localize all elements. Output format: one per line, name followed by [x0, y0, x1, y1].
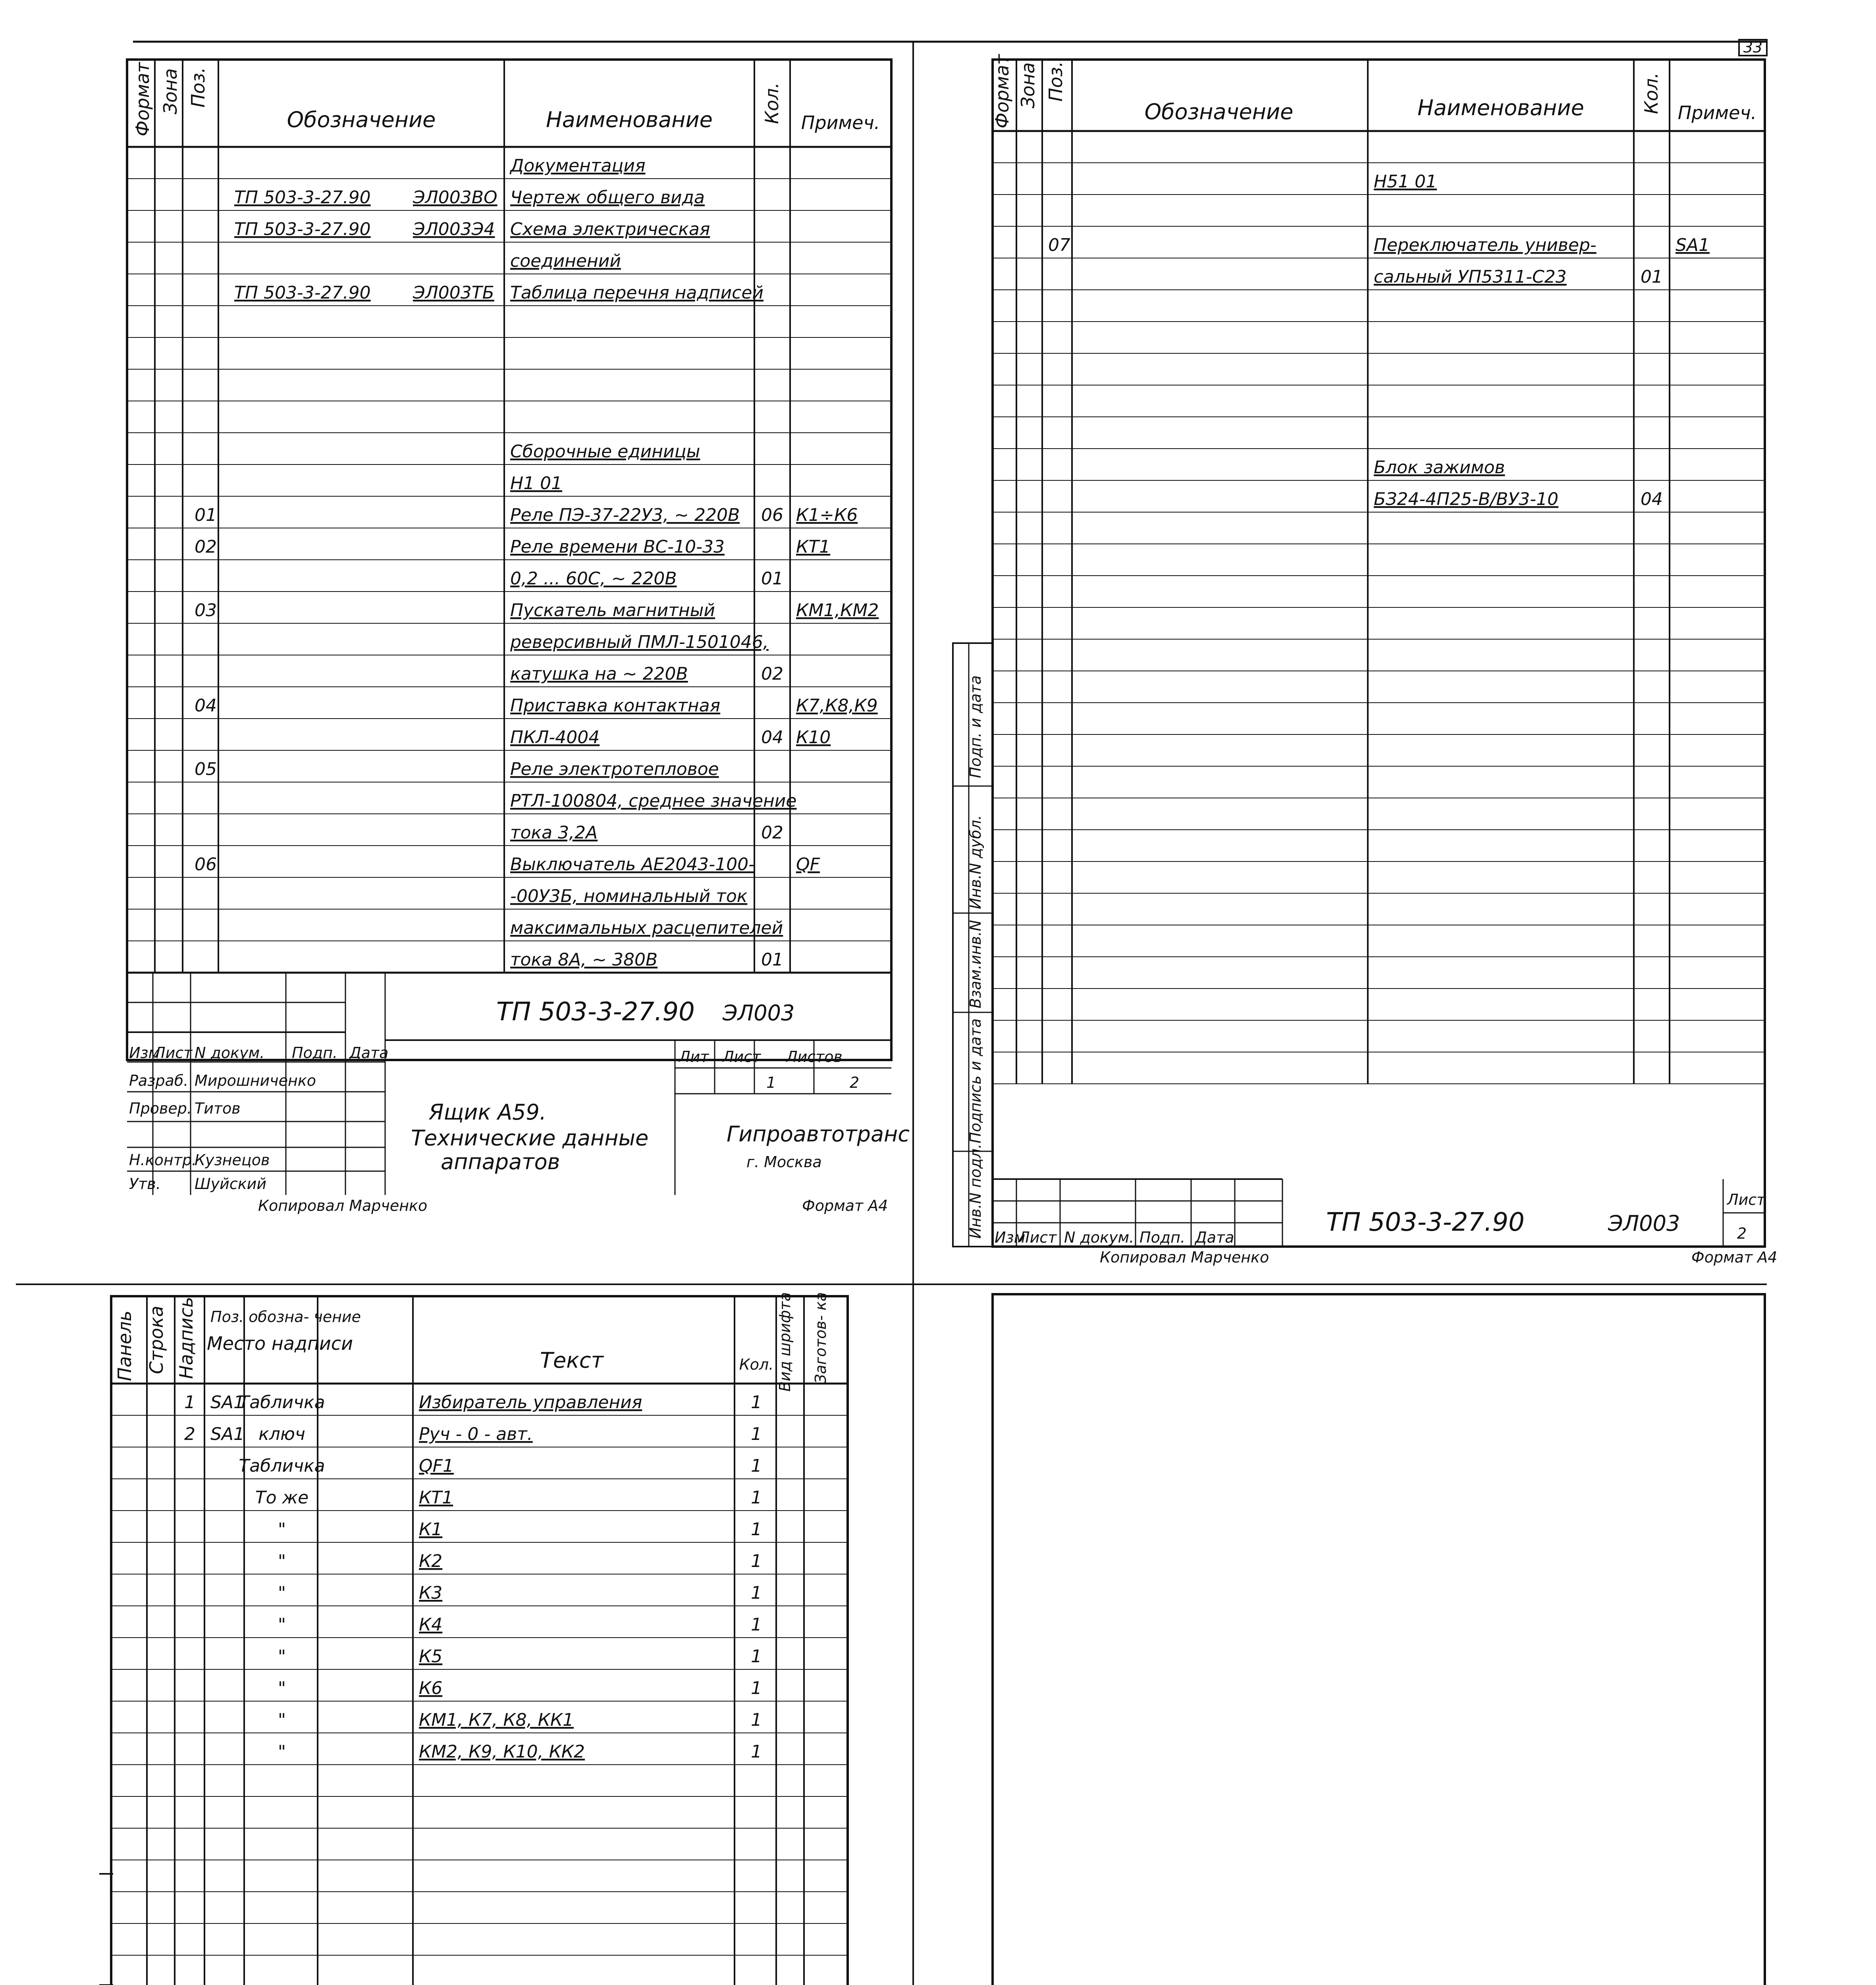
- q2-header-pos: Поз.: [1045, 61, 1066, 102]
- q3-row-place: ": [278, 1742, 286, 1762]
- q3-row-place: ключ: [258, 1424, 305, 1444]
- q1-row-note: К10: [796, 727, 831, 748]
- q1-header-name: Наименование: [546, 107, 713, 132]
- q1-footer-format: Формат А4: [802, 1197, 888, 1214]
- q2-footer-format: Формат А4: [1691, 1249, 1778, 1266]
- q2-row-qty: 01: [1641, 267, 1663, 287]
- q1-row-pos: 06: [195, 854, 217, 875]
- q3-row-label-no: 2: [184, 1424, 195, 1444]
- q2-stamp-list-label: Лист: [1727, 1191, 1766, 1208]
- q1-row-name: Сборочные единицы: [510, 441, 700, 462]
- q1-row-name: тока 8А, ~ 380В: [510, 950, 658, 970]
- q1-row-name: РТЛ-100804, среднее значение: [510, 791, 797, 811]
- q3-row-place: ": [278, 1710, 286, 1730]
- q2-side-vzam: Взам.инв.N: [967, 920, 984, 1008]
- q1-row-note: К7,К8,К9: [796, 696, 878, 716]
- q3-row-place: ": [278, 1583, 286, 1603]
- q1-row-designation: ТП 503-3-27.90: [234, 283, 371, 303]
- q1-row-qty: 01: [761, 569, 783, 589]
- q1-stamp-listov-label: Листов: [786, 1048, 843, 1066]
- q1-stamp-podp: Подп.: [292, 1044, 338, 1062]
- q1-stamp-list-label: Лист: [723, 1048, 761, 1066]
- q2-row-name: сальный УП5311-С23: [1374, 267, 1567, 287]
- q3-header-pos: Поз. обозна- чение: [210, 1308, 361, 1326]
- q2-header-qty: Кол.: [1641, 72, 1662, 114]
- q1-row-pos: 05: [195, 759, 217, 779]
- q1-stamp-title: аппаратов: [441, 1149, 560, 1174]
- q3-row-place: Табличка: [239, 1392, 325, 1413]
- q1-stamp-izm: Изм: [129, 1044, 160, 1062]
- q1-stamp-list: Лист: [154, 1044, 193, 1062]
- q1-stamp-name: Мирошниченко: [195, 1072, 316, 1089]
- q1-stamp-data: Дата: [349, 1044, 389, 1062]
- q1-header-zone: Зона: [160, 68, 181, 114]
- q1-stamp-role: Разраб.: [129, 1072, 189, 1089]
- q1-stamp-name: Шуйский: [195, 1175, 267, 1193]
- q2-row-name: Н51 01: [1374, 172, 1437, 192]
- q1-row-name: катушка на ~ 220В: [510, 664, 688, 684]
- q2-side-podp-data2: Подп. и дата: [967, 675, 984, 778]
- q3-row-qty: 1: [751, 1488, 762, 1508]
- q2-side-inv-dubl: Инв.N дубл.: [967, 815, 984, 909]
- q1-row-name: Н1 01: [510, 473, 563, 493]
- q1-row-note: КТ1: [796, 537, 831, 557]
- q1-stamp-role: Провер.: [129, 1100, 192, 1117]
- q1-row-note: К1÷К6: [796, 505, 858, 525]
- q1-row-code: ЭЛ003ВО: [413, 187, 497, 208]
- q2-stamp-doc-number: ТП 503-3-27.90: [1326, 1208, 1525, 1237]
- q1-stamp-name: Кузнецов: [195, 1151, 270, 1169]
- q1-row-name: -00У3Б, номинальный ток: [510, 886, 748, 906]
- q1-stamp-lit: Лит: [679, 1048, 709, 1066]
- q4-blank-frame: [993, 1294, 1765, 1985]
- q2-stamp-list-val: 2: [1737, 1225, 1747, 1242]
- q3-row-place: ": [278, 1615, 286, 1635]
- q2-stamp-podp: Подп.: [1139, 1229, 1186, 1246]
- q3-row-text: КМ2, К9, К10, КК2: [419, 1742, 585, 1762]
- q1-row-name: Таблица перечня надписей: [510, 283, 764, 303]
- q3-row-qty: 1: [751, 1551, 762, 1571]
- q3-row-text: КМ1, К7, К8, КК1: [419, 1710, 574, 1730]
- q1-row-qty: 02: [761, 823, 783, 843]
- q2-side-inv-podl: Инв.N подл.: [967, 1144, 984, 1239]
- q1-stamp-doc-number: ТП 503-3-27.90: [496, 997, 695, 1027]
- q1-row-note: КМ1,КМ2: [796, 600, 879, 621]
- q3-row-text: К4: [419, 1615, 443, 1635]
- q2-row-name: Переключатель универ-: [1374, 235, 1596, 255]
- q3-row-qty: 1: [751, 1710, 762, 1730]
- q1-row-qty: 06: [761, 505, 783, 525]
- q1-footer-copied: Копировал Марченко: [258, 1197, 428, 1214]
- q3-header-blank: Заготов- ка: [812, 1292, 829, 1384]
- q1-row-pos: 02: [195, 537, 217, 557]
- q1-row-designation: ТП 503-3-27.90: [234, 219, 371, 239]
- q1-stamp-list-val: 1: [766, 1074, 776, 1091]
- q1-row-name: тока 3,2А: [510, 823, 598, 843]
- q1-header-qty: Кол.: [761, 82, 783, 124]
- q1-row-name: Документация: [510, 156, 646, 176]
- q1-row-qty: 01: [761, 950, 783, 970]
- q3-row-qty: 1: [751, 1392, 762, 1413]
- q1-row-name: Выключатель АЕ2043-100-: [510, 854, 755, 875]
- q2-stamp-izm: Изм: [995, 1229, 1026, 1246]
- q3-row-label-no: 1: [184, 1392, 195, 1413]
- q3-row-place: ": [278, 1646, 286, 1667]
- q1-stamp-listov-val: 2: [850, 1074, 860, 1091]
- q1-row-name: Пускатель магнитный: [510, 600, 715, 621]
- q3-row-place: ": [278, 1519, 286, 1540]
- q3-row-text: Избиратель управления: [419, 1392, 642, 1413]
- q3-row-pos: SA1: [210, 1392, 245, 1413]
- q1-row-code: ЭЛ003ТБ: [413, 283, 494, 303]
- q1-stamp-org-city: г. Москва: [746, 1153, 822, 1171]
- q2-header-note: Примеч.: [1677, 102, 1757, 123]
- q3-row-qty: 1: [751, 1456, 762, 1476]
- q1-row-pos: 04: [195, 696, 217, 716]
- q3-row-place: То же: [255, 1488, 309, 1508]
- q3-row-qty: 1: [751, 1742, 762, 1762]
- corner-number: 33: [1743, 39, 1763, 56]
- q1-header-pos: Поз.: [187, 67, 209, 108]
- q1-row-name: Реле электротепловое: [510, 759, 719, 779]
- q1-row-name: максимальных расцепителей: [510, 918, 783, 938]
- q1-stamp-title: Технические данные: [411, 1125, 649, 1151]
- q3-row-qty: 1: [751, 1646, 762, 1667]
- q3-row-place: ": [278, 1678, 286, 1698]
- q2-header-name: Наименование: [1417, 95, 1584, 120]
- q3-row-text: К5: [419, 1646, 443, 1667]
- q1-stamp-org: Гипроавтотранс: [727, 1122, 910, 1147]
- q1-row-name: ПКЛ-4004: [510, 727, 600, 748]
- q1-stamp-ndok: N докум.: [195, 1044, 265, 1062]
- q3-header-row: Строка: [146, 1305, 167, 1374]
- q1-row-name: Чертеж общего вида: [510, 187, 705, 208]
- q3-row-text: К6: [419, 1678, 443, 1698]
- q3-row-text: К2: [419, 1551, 443, 1571]
- q2-row-name: Блок зажимов: [1374, 457, 1505, 478]
- q1-row-name: Схема электрическая: [510, 219, 710, 239]
- q1-stamp-role: Утв.: [129, 1175, 161, 1193]
- q3-row-text: К3: [419, 1583, 443, 1603]
- q1-stamp-doc-code: ЭЛ003: [723, 1000, 795, 1025]
- q2-stamp-list: Лист: [1018, 1229, 1057, 1246]
- q2-footer-copied: Копировал Марченко: [1100, 1249, 1269, 1266]
- q3-header-text: Текст: [540, 1348, 603, 1373]
- q1-row-name: соединений: [510, 251, 621, 271]
- q1-row-designation: ТП 503-3-27.90: [234, 187, 371, 208]
- q1-header-format: Формат: [132, 62, 153, 137]
- q1-stamp-title: Ящик А59.: [429, 1100, 547, 1125]
- q3-header-panel: Панель: [114, 1310, 135, 1381]
- q1-header-note: Примеч.: [801, 112, 880, 133]
- q1-row-name: Приставка контактная: [510, 696, 721, 716]
- q3-row-text: QF1: [419, 1456, 454, 1476]
- q2-header-format: Формат: [991, 54, 1013, 129]
- q1-row-name: Реле времени ВС-10-33: [510, 537, 725, 557]
- q1-row-code: ЭЛ003Э4: [413, 219, 495, 239]
- q3-row-text: Руч - 0 - авт.: [419, 1424, 533, 1444]
- q1-row-name: реверсивный ПМЛ-1501046,: [510, 632, 769, 652]
- q2-row-pos: 07: [1048, 235, 1070, 255]
- q2-stamp-data: Дата: [1195, 1229, 1234, 1246]
- q3-row-qty: 1: [751, 1583, 762, 1603]
- q3-row-qty: 1: [751, 1519, 762, 1540]
- q1-row-name: Реле ПЭ-37-22У3, ~ 220В: [510, 505, 740, 525]
- q1-stamp-role: Н.контр.: [129, 1151, 197, 1169]
- q3-row-text: К1: [419, 1519, 443, 1540]
- q2-row-note: SA1: [1675, 235, 1710, 255]
- q2-side-podp-data: Подпись и дата: [967, 1018, 984, 1143]
- q3-row-qty: 1: [751, 1678, 762, 1698]
- q3-row-place: Табличка: [239, 1456, 325, 1476]
- q2-stamp-doc-code: ЭЛ003: [1608, 1211, 1680, 1236]
- q1-row-qty: 02: [761, 664, 783, 684]
- q1-row-note: QF: [796, 854, 820, 875]
- q3-row-text: КТ1: [419, 1488, 453, 1508]
- q2-row-qty: 04: [1641, 489, 1663, 509]
- q1-row-pos: 03: [195, 600, 217, 621]
- q1-row-pos: 01: [195, 505, 217, 525]
- q3-header-label-no: Надпись: [175, 1297, 197, 1379]
- q3-row-qty: 1: [751, 1615, 762, 1635]
- q1-row-name: 0,2 ... 60С, ~ 220В: [510, 569, 677, 589]
- q3-row-pos: SA1: [210, 1424, 245, 1444]
- q1-header-designation: Обозначение: [287, 107, 436, 132]
- q3-header-place: Место надписи: [206, 1333, 353, 1354]
- q1-row-qty: 04: [761, 727, 783, 748]
- q2-stamp-ndok: N докум.: [1064, 1229, 1134, 1246]
- q1-stamp-name: Титов: [195, 1100, 241, 1117]
- q3-row-place: ": [278, 1551, 286, 1571]
- q3-header-qty: Кол.: [739, 1356, 774, 1373]
- q3-header-font-type: Вид шрифта: [776, 1292, 794, 1392]
- q2-header-zone: Зона: [1017, 62, 1039, 108]
- q2-header-designation: Обозначение: [1144, 99, 1294, 124]
- q3-row-qty: 1: [751, 1424, 762, 1444]
- q2-row-name: БЗ24-4П25-В/ВУ3-10: [1374, 489, 1559, 509]
